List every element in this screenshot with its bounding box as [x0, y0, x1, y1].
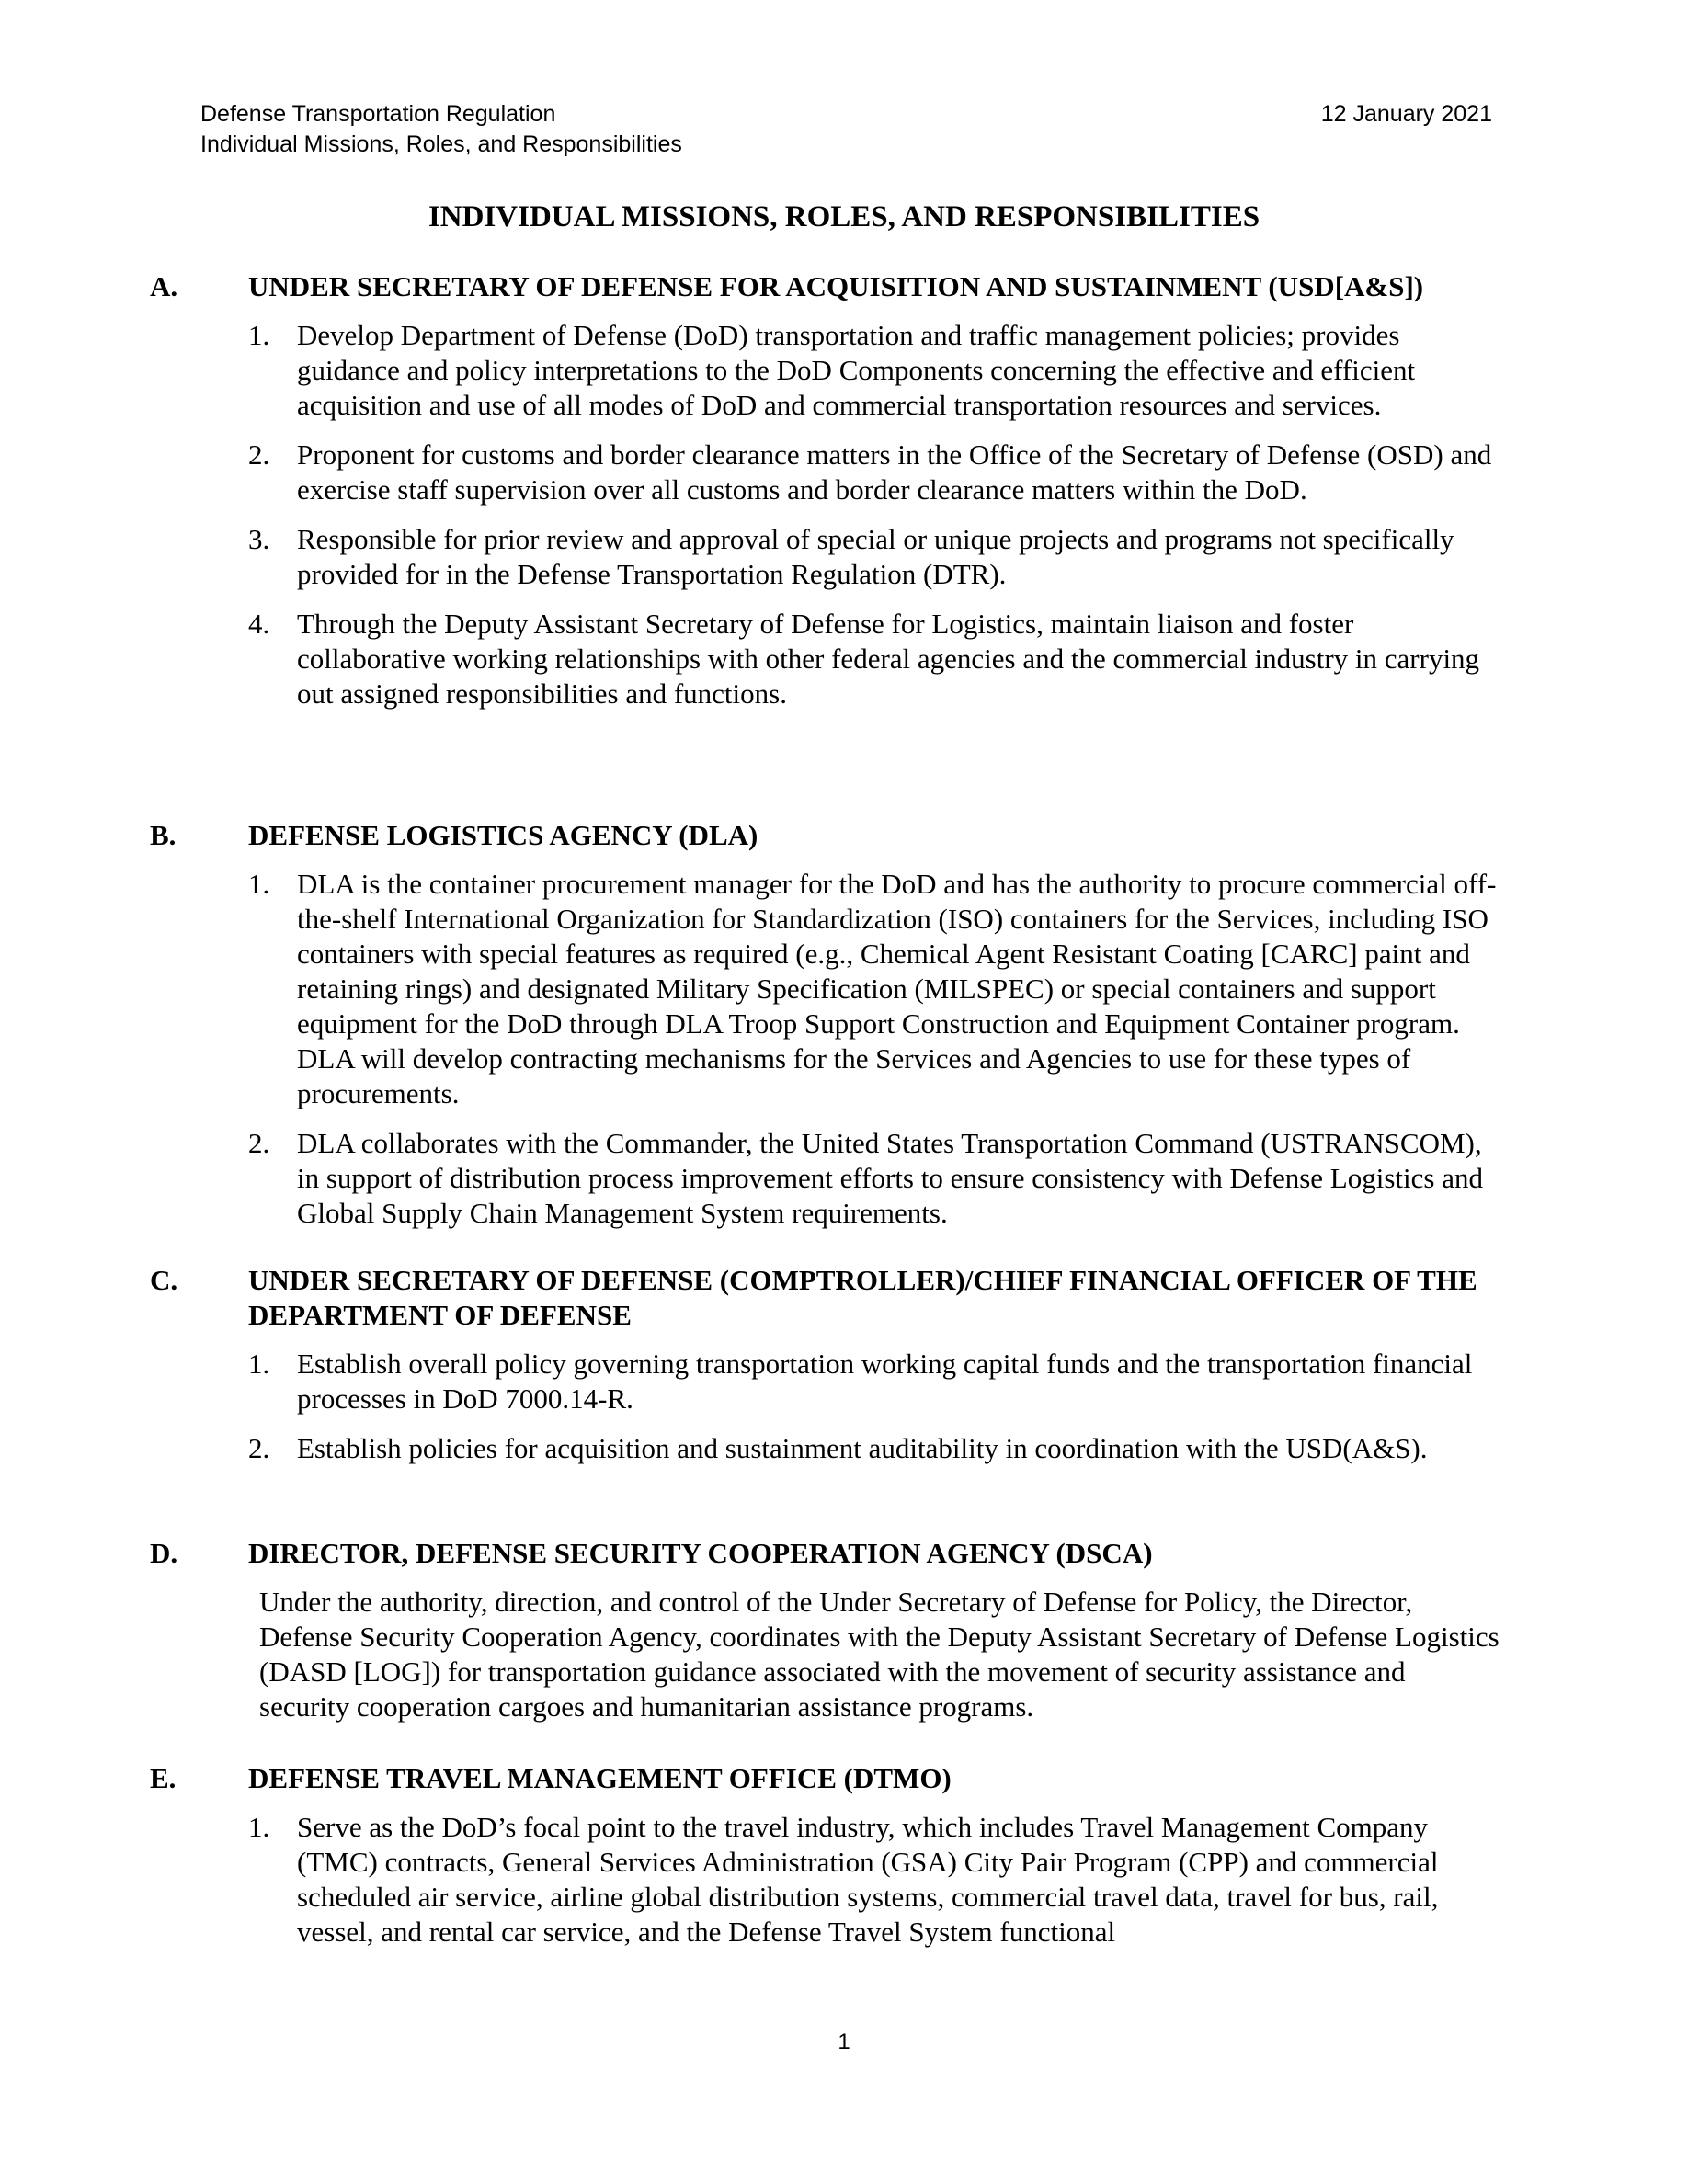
list-item [0, 1126, 1688, 1231]
item-text: Proponent for customs and border clearance matters in the Office of the Secretary of Defense (OSD) and exercise staff supervision over all customs and border clearance matters within the DoD. [297, 438, 1492, 506]
item-text: Establish policies for acquisition and sustainment auditability in coordination with the USD(A&S). [297, 1432, 1428, 1464]
item-text: Through the Deputy Assistant Secretary of Defense for Logistics, maintain liaison and foster collaborative working relationships with other federal agencies and the commercial industry in carrying out assigned responsibilities and functions. [297, 608, 1480, 710]
header-regulation-title: Defense Transportation Regulation [200, 101, 556, 127]
list-item [0, 438, 1688, 507]
item-number: 1. [248, 1348, 270, 1380]
list-item [0, 318, 1688, 423]
section-letter: E. [150, 1762, 177, 1794]
item-number: 2. [248, 1432, 270, 1464]
item-list [0, 1347, 1688, 1466]
item-number: 1. [248, 868, 270, 900]
item-text: Serve as the DoD’s focal point to the travel industry, which includes Travel Management Company (TMC) contracts, General Services Administration (GSA) City Pair Program (CPP) and commercial scheduled air service, airline global distribution systems, commercial travel data, travel for bus, rail, vessel, and rental car service, and the Defense Travel System functional [297, 1811, 1439, 1948]
section-letter: D. [150, 1537, 178, 1569]
list-item [0, 1810, 1688, 1950]
section-heading [0, 818, 1688, 853]
section-letter: B. [150, 819, 177, 851]
section-heading [0, 1536, 1688, 1571]
section-title: UNDER SECRETARY OF DEFENSE FOR ACQUISITION AND SUSTAINMENT (USD[A&S]) [248, 270, 1424, 302]
item-list [0, 318, 1688, 711]
section-b [0, 818, 1688, 1246]
section-title: DEFENSE TRAVEL MANAGEMENT OFFICE (DTMO) [248, 1762, 952, 1794]
section-d [0, 1536, 1688, 1724]
section-title: UNDER SECRETARY OF DEFENSE (COMPTROLLER)/CHIEF FINANCIAL OFFICER OF THE DEPARTMENT OF DEFENSE [248, 1264, 1477, 1331]
list-item [0, 867, 1688, 1111]
item-number: 4. [248, 608, 270, 640]
list-item [0, 607, 1688, 711]
item-number: 1. [248, 1811, 270, 1843]
section-a [0, 269, 1688, 726]
item-list [0, 1810, 1688, 1950]
item-number: 3. [248, 523, 270, 555]
list-item [0, 1347, 1688, 1416]
item-text: DLA collaborates with the Commander, the United States Transportation Command (USTRANSCOM), in support of distribution process improvement efforts to ensure consistency with Defense Logistics and Global Supply Chain Management System requirements. [297, 1127, 1483, 1229]
item-number: 2. [248, 438, 270, 471]
header-date: 12 January 2021 [1320, 101, 1492, 127]
section-letter: C. [150, 1264, 178, 1296]
section-title: DEFENSE LOGISTICS AGENCY (DLA) [248, 819, 758, 851]
item-text: Responsible for prior review and approval of special or unique projects and programs not specifically provided for in the Defense Transportation Regulation (DTR). [297, 523, 1454, 590]
item-text: DLA is the container procurement manager for the DoD and has the authority to procure commercial off-the-shelf International Organization for Standardization (ISO) containers for the Services, including ISO containers with special features as required (e.g., Chemical Agent Resistant Coating [CARC] paint and retaining rings) and designated Military Specification (MILSPEC) or special containers and support equipment for the DoD through DLA Troop Support Construction and Equipment Container program. DLA will develop contracting mechanisms for the Services and Agencies to use for these types of procurements. [297, 868, 1497, 1109]
page-number: 1 [838, 2030, 850, 2054]
section-letter: A. [150, 270, 178, 302]
section-e [0, 1761, 1688, 1964]
item-number: 1. [248, 319, 270, 351]
item-number: 2. [248, 1127, 270, 1159]
section-paragraph: Under the authority, direction, and control of the Under Secretary of Defense for Policy, the Director, Defense Security Cooperation Agency, coordinates with the Deputy Assistant Secretary of Defense Logistics (DASD [LOG]) for transportation guidance associated with the movement of security assistance and security cooperation cargoes and humanitarian assistance programs. [259, 1586, 1500, 1723]
section-heading [0, 269, 1688, 304]
section-heading [0, 1263, 1688, 1333]
section-c [0, 1263, 1688, 1481]
item-text: Develop Department of Defense (DoD) transportation and traffic management policies; provides guidance and policy interpretations to the DoD Components concerning the effective and efficient acquisition and use of all modes of DoD and commercial transportation resources and services. [297, 319, 1416, 421]
item-text: Establish overall policy governing transportation working capital funds and the transportation financial processes in DoD 7000.14-R. [297, 1348, 1473, 1415]
item-list [0, 867, 1688, 1231]
section-heading [0, 1761, 1688, 1796]
running-header [200, 99, 1492, 160]
page-title: INDIVIDUAL MISSIONS, ROLES, AND RESPONSIBILITIES [428, 200, 1260, 233]
list-item [0, 1431, 1688, 1466]
section-title: DIRECTOR, DEFENSE SECURITY COOPERATION AGENCY (DSCA) [248, 1537, 1153, 1569]
header-chapter-title: Individual Missions, Roles, and Responsibilities [200, 131, 682, 157]
list-item [0, 522, 1688, 592]
